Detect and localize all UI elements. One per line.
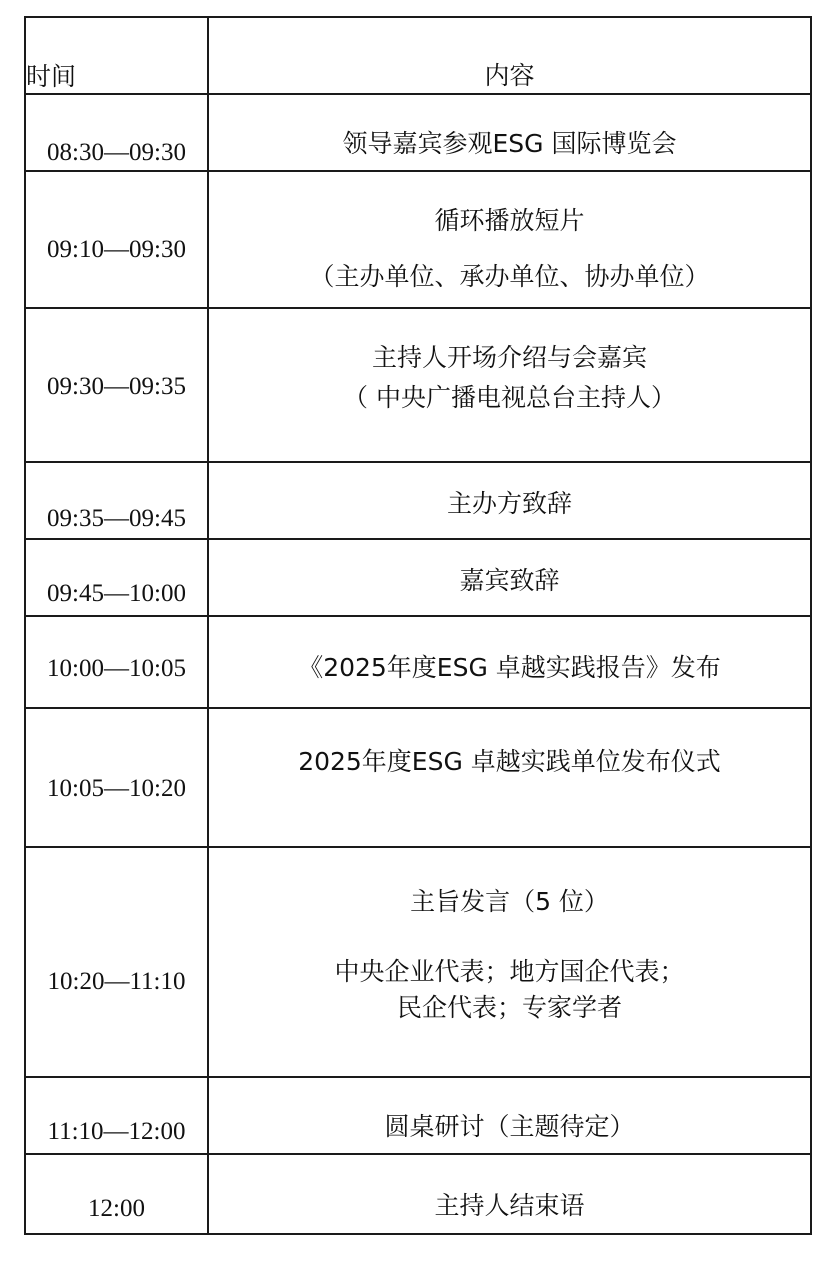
- table-row: [26, 1155, 810, 1233]
- row-time: [26, 1155, 209, 1233]
- header-content-label: 内容: [484, 61, 535, 90]
- row-time-text: 11:10—12:00: [47, 1118, 186, 1145]
- row-time-text: 09:45—10:00: [47, 580, 186, 607]
- row-content: [209, 1155, 810, 1233]
- agenda-table: [24, 16, 812, 1235]
- row-time: [26, 848, 209, 1076]
- row-content-line: 民企代表；专家学者: [396, 993, 622, 1022]
- row-content-line: 主旨发言（5 位）: [410, 887, 609, 916]
- row-time: [26, 540, 209, 615]
- row-content: [209, 172, 810, 307]
- row-time: [26, 1078, 209, 1153]
- row-time: [26, 172, 209, 307]
- row-content-line: 嘉宾致辞: [459, 566, 560, 595]
- header-time-label: 时间: [26, 61, 77, 91]
- header-content: [209, 18, 810, 93]
- row-time-text: 09:30—09:35: [47, 373, 186, 400]
- row-content-line: 主办方致辞: [446, 489, 572, 518]
- row-content: [209, 848, 810, 1076]
- row-content-line: 圆桌研讨（主题待定）: [384, 1112, 635, 1141]
- row-content: [209, 1078, 810, 1153]
- row-time: [26, 309, 209, 461]
- table-row: [26, 309, 810, 463]
- row-content: [209, 617, 810, 707]
- table-row: [26, 1078, 810, 1155]
- table-row: [26, 848, 810, 1078]
- table-row: [26, 95, 810, 172]
- table-row: [26, 172, 810, 309]
- row-content: [209, 463, 810, 538]
- row-time-text: 10:00—10:05: [47, 655, 186, 682]
- row-time: [26, 463, 209, 538]
- row-content: [209, 95, 810, 170]
- row-content-line: 《2025年度ESG 卓越实践报告》发布: [298, 653, 721, 682]
- row-time-text: 10:05—10:20: [47, 775, 186, 802]
- row-content: [209, 709, 810, 846]
- row-time: [26, 617, 209, 707]
- table-row: [26, 617, 810, 709]
- row-time-text: 10:20—11:10: [47, 968, 186, 995]
- row-content-line: （主办单位、承办单位、协办单位）: [309, 262, 710, 291]
- row-time-text: 09:10—09:30: [47, 236, 186, 263]
- row-time: [26, 709, 209, 846]
- row-time-text: 09:35—09:45: [47, 505, 186, 532]
- row-content-line: 主持人结束语: [434, 1191, 585, 1220]
- table-row: [26, 463, 810, 540]
- row-content: [209, 540, 810, 615]
- row-time-text: 08:30—09:30: [47, 139, 186, 166]
- row-content-line: 领导嘉宾参观ESG 国际博览会: [342, 129, 677, 158]
- table-row: [26, 540, 810, 617]
- header-time: [26, 18, 209, 93]
- row-content-line: （ 中央广播电视总台主持人）: [343, 383, 676, 412]
- row-content-line: 循环播放短片: [434, 206, 585, 235]
- row-content-line: 中央企业代表；地方国企代表；: [334, 957, 685, 986]
- header-row: [26, 18, 810, 95]
- row-content-line: 2025年度ESG 卓越实践单位发布仪式: [298, 747, 721, 776]
- row-time: [26, 95, 209, 170]
- row-content: [209, 309, 810, 461]
- row-time-text: 12:00: [88, 1195, 145, 1222]
- table-row: [26, 709, 810, 848]
- row-content-line: 主持人开场介绍与会嘉宾: [371, 343, 647, 372]
